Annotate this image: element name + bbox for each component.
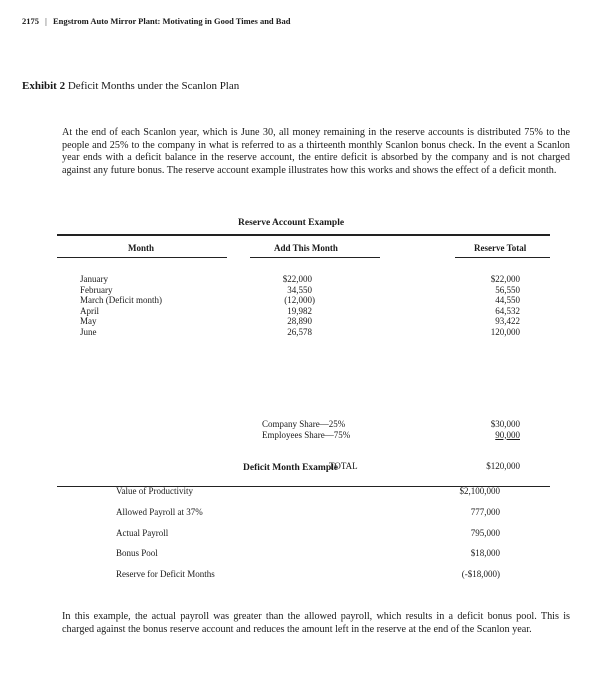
table-cell-add: 19,982 — [287, 305, 312, 316]
table-row-month: March (Deficit month) — [80, 295, 162, 305]
exhibit-title-text: Deficit Months under the Scanlon Plan — [67, 80, 240, 92]
deficit-label: Bonus Pool — [116, 548, 158, 558]
col-total-header: Reserve Total — [474, 243, 527, 253]
total-column — [460, 274, 520, 337]
deficit-label: Reserve for Deficit Months — [116, 569, 215, 579]
exhibit-label: Exhibit 2 — [22, 80, 66, 92]
running-header — [22, 16, 290, 26]
deficit-value: 777,000 — [470, 507, 500, 517]
outro-paragraph: In this example, the actual payroll was greater than the allowed payroll, which results in a deficit bonus pool. This is charged against the bonus reserve account and reduces the amount left in the reserve at the end of the Scanlon year. — [62, 611, 570, 635]
table-row-month: June — [80, 326, 97, 337]
deficit-value: (-$18,000) — [461, 569, 500, 579]
table-cell-total: 56,550 — [495, 284, 520, 295]
table-cell-total: 93,422 — [495, 316, 520, 326]
deficit-label: Allowed Payroll at 37% — [116, 507, 203, 517]
table-row-month: May — [80, 316, 97, 326]
table-cell-add: (12,000) — [284, 295, 315, 305]
share-values — [460, 419, 520, 440]
total-header-rule — [455, 257, 550, 258]
deficit-label: Value of Productivity — [116, 486, 193, 496]
company-share-label: Company Share—25% — [262, 419, 346, 429]
deficit-value: $2,100,000 — [459, 486, 500, 496]
col-month-header: Month — [128, 243, 155, 253]
col-add-header: Add This Month — [274, 243, 338, 253]
reserve-top-rule — [57, 234, 550, 236]
reserve-example-caption: Reserve Account Example — [238, 218, 345, 228]
table-cell-add: 28,890 — [287, 316, 312, 326]
employee-share-label: Employees Share—75% — [262, 429, 351, 440]
header-separator: | — [45, 16, 47, 26]
table-cell-add: 34,550 — [287, 284, 312, 295]
month-header-rule — [57, 257, 227, 258]
deficit-value: 795,000 — [470, 528, 500, 538]
running-title: Engstrom Auto Mirror Plant: Motivating in Good Times and Bad — [52, 16, 291, 26]
exhibit-title — [22, 80, 239, 92]
share-labels — [262, 419, 350, 440]
deficit-label: Actual Payroll — [116, 528, 169, 538]
table-cell-add: $22,000 — [282, 274, 312, 284]
total-label: TOTAL — [329, 461, 358, 471]
employee-share-value: 90,000 — [495, 429, 520, 440]
total-value: $120,000 — [486, 461, 520, 471]
table-cell-total: 64,532 — [495, 305, 520, 316]
add-column — [252, 274, 315, 337]
table-cell-total: 44,550 — [495, 295, 520, 305]
table-row-month: April — [80, 305, 99, 316]
page-number: 2175 — [22, 16, 39, 26]
table-cell-total: 120,000 — [490, 326, 520, 337]
month-column — [80, 274, 162, 337]
table-row-month: January — [80, 274, 108, 284]
intro-paragraph: At the end of each Scanlon year, which is June 30, all money remaining in the reserve accounts is distributed 75% to the people and 25% to the company in what is referred to as a thirteenth monthly Scanlon bonus check. In the event a Scanlon year ends with a deficit balance in the reserve account, the entire deficit is absorbed by the company and is not charged against any future bonus. The reserve account example illustrates how this works and shows the effect of a deficit month. — [62, 127, 570, 176]
table-cell-add: 26,578 — [287, 326, 312, 337]
table-row-month: February — [80, 284, 113, 295]
company-share-value: $30,000 — [490, 419, 520, 429]
add-header-rule — [250, 257, 380, 258]
deficit-value: $18,000 — [470, 548, 500, 558]
table-cell-total: $22,000 — [490, 274, 520, 284]
deficit-example-caption: Deficit Month Example — [243, 463, 338, 473]
